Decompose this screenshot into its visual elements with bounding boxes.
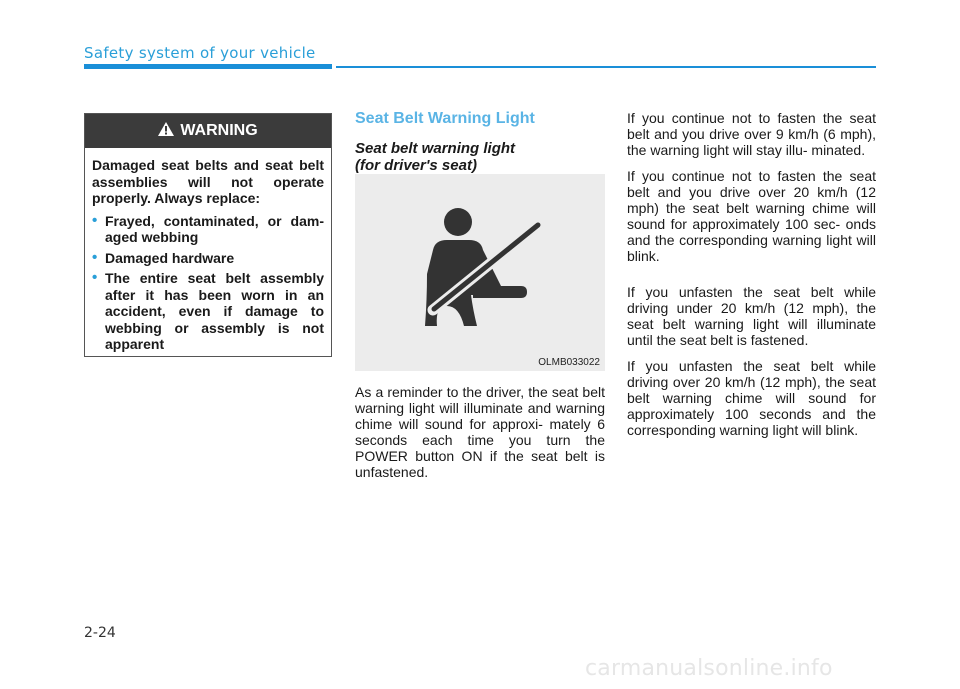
body-paragraph: If you unfasten the seat belt while driving under 20 km/h (12 mph), the seat belt warning light will illuminate until the seat belt is fastened. xyxy=(627,284,876,348)
header-rule xyxy=(336,66,876,68)
warning-intro: Damaged seat belts and seat belt assemblies will not operate properly. Always replace: xyxy=(92,157,324,206)
warning-triangle-icon xyxy=(158,122,174,141)
figure-caption: OLMB033022 xyxy=(538,357,600,368)
warning-heading: WARNING xyxy=(180,122,258,139)
body-paragraph: As a reminder to the driver, the seat belt warning light will illuminate and warning chime will sound for approxi- mately 6 seconds each time you turn the POWER button ON if the seat belt is unfastened. xyxy=(355,384,605,480)
warning-item: • Frayed, contaminated, or dam- aged webbing xyxy=(92,213,324,246)
warning-item: • Damaged hardware xyxy=(92,250,324,267)
section-title: Seat Belt Warning Light xyxy=(355,110,535,127)
body-paragraph: If you unfasten the seat belt while driving over 20 km/h (12 mph), the seat belt warning chime will sound for approximately 100 seconds and the corresponding warning light will blink. xyxy=(627,358,876,438)
seat-belt-warning-icon xyxy=(355,174,605,371)
page-number: 2-24 xyxy=(84,625,116,641)
sub-title-line1: Seat belt warning light xyxy=(355,140,516,157)
watermark: carmanualsonline.info xyxy=(585,656,833,681)
warning-item: • The entire seat belt assembly after it has been worn in an accident, even if damage to webbing or assembly is not apparent xyxy=(92,270,324,353)
section-header-title: Safety system of your vehicle xyxy=(84,44,316,62)
body-paragraph: If you continue not to fasten the seat belt and you drive over 9 km/h (6 mph), the warning light will stay illu- minated. xyxy=(627,110,876,158)
sub-title xyxy=(355,140,605,174)
warning-box xyxy=(84,113,332,357)
seat-belt-figure xyxy=(355,174,605,371)
warning-header xyxy=(85,114,331,148)
header-accent-bar xyxy=(84,64,332,69)
sub-title-line2: (for driver's seat) xyxy=(355,157,477,174)
body-paragraph: If you continue not to fasten the seat belt and you drive over 20 km/h (12 mph) the seat belt warning chime will sound for approximately 100 sec- onds and the corresponding warning light will blink. xyxy=(627,168,876,264)
